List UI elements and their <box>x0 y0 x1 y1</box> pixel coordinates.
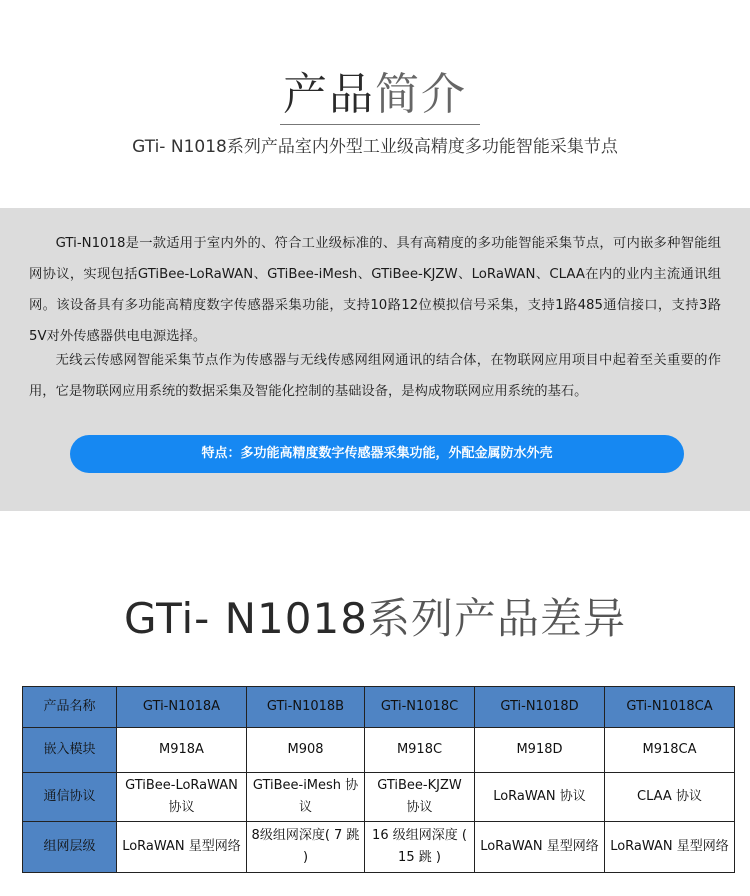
table-cell: 16 级组网深度 ( 15 跳 ) <box>365 822 475 873</box>
table-row <box>23 773 735 822</box>
feature-banner: 特点：多功能高精度数字传感器采集功能，外配金属防水外壳 <box>70 435 684 473</box>
row-label: 组网层级 <box>23 822 117 873</box>
comparison-table <box>22 686 735 873</box>
description-paragraph-1: GTi-N1018是一款适用于室内外的、符合工业级标准的、具有高精度的多功能智能采集节点，可内嵌多种智能组网协议，实现包括GTiBee-LoRaWAN、GTiBee-iMesh、GTiBee-KJZW、LoRaWAN、CLAA在内的业内主流通讯组网。该设备具有多功能高精度数字传感器采集功能，支持10路12位模拟信号采集，支持1路485通信接口，支持3路5V对外传感器供电电源选择。 <box>29 236 721 344</box>
comparison-title-part-2: 系列产品差异 <box>367 594 626 643</box>
table-header-cell: GTi-N1018A <box>117 687 247 728</box>
intro-subtitle: GTi- N1018系列产品室内外型工业级高精度多功能智能采集节点 <box>132 137 618 157</box>
intro-title-part-2: 简介 <box>375 69 467 120</box>
row-label: 通信协议 <box>23 773 117 822</box>
table-cell: M918D <box>475 728 605 773</box>
intro-title <box>0 68 750 122</box>
table-header-cell: GTi-N1018C <box>365 687 475 728</box>
table-header-cell: 产品名称 <box>23 687 117 728</box>
table-cell: LoRaWAN 星型网络 <box>117 822 247 873</box>
table-row <box>23 822 735 873</box>
comparison-title-part-1: GTi- N1018 <box>124 594 368 643</box>
table-cell: M918C <box>365 728 475 773</box>
table-cell: M918CA <box>605 728 735 773</box>
table-cell: GTiBee-LoRaWAN 协议 <box>117 773 247 822</box>
description-paragraph-2: 无线云传感网智能采集节点作为传感器与无线传感网组网通讯的结合体，在物联网应用项目中起着至关重要的作用，它是物联网应用系统的数据采集及智能化控制的基础设备，是构成物联网应用系统的基石。 <box>29 353 721 399</box>
table-cell: CLAA 协议 <box>605 773 735 822</box>
table-cell: LoRaWAN 星型网络 <box>605 822 735 873</box>
table-header-cell: GTi-N1018B <box>247 687 365 728</box>
table-cell: 8级组网深度( 7 跳 ) <box>247 822 365 873</box>
title-divider <box>280 124 480 125</box>
table-cell: GTiBee-iMesh 协议 <box>247 773 365 822</box>
intro-title-part-1: 产品 <box>283 69 375 120</box>
comparison-title <box>0 592 750 646</box>
table-header-cell: GTi-N1018CA <box>605 687 735 728</box>
table-header-cell: GTi-N1018D <box>475 687 605 728</box>
table-cell: GTiBee-KJZW 协议 <box>365 773 475 822</box>
table-header-row <box>23 687 735 728</box>
table-cell: M908 <box>247 728 365 773</box>
table-cell: M918A <box>117 728 247 773</box>
table-row <box>23 728 735 773</box>
row-label: 嵌入模块 <box>23 728 117 773</box>
table-cell: LoRaWAN 星型网络 <box>475 822 605 873</box>
table-cell: LoRaWAN 协议 <box>475 773 605 822</box>
